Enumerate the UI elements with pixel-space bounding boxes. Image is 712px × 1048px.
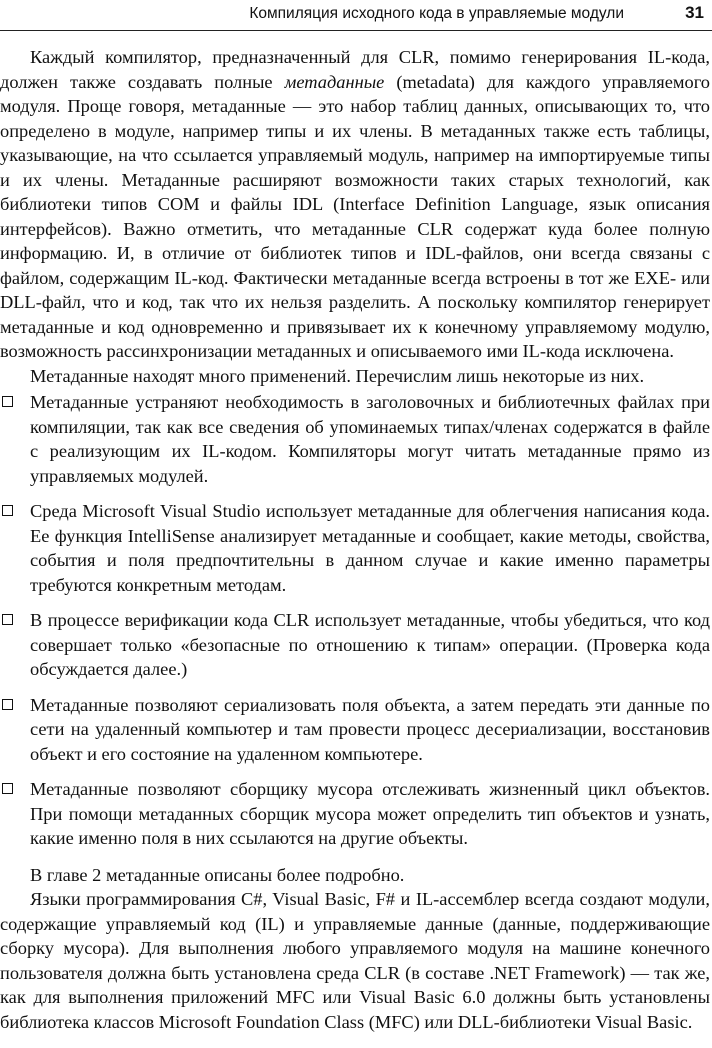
checkbox-bullet-icon: [2, 783, 13, 794]
list-item: [0, 693, 710, 767]
list-item: [0, 390, 710, 488]
list-item-text: Среда Microsoft Visual Studio использует метаданные для облегчения написания кода. Ее функция IntelliSense анализирует метаданные и сообщает, какие методы, свойства, события и поля предпочтительны в данном случае и какие именно параметры требуются конкретным методам.: [30, 501, 710, 595]
paragraph-text: Каждый компилятор, предназначенный для CLR, помимо генерирования IL-кода, должен также создавать полные: [0, 47, 710, 92]
metadata-uses-list: [0, 390, 710, 851]
checkbox-bullet-icon: [2, 505, 13, 516]
checkbox-bullet-icon: [2, 614, 13, 625]
page-number: 31: [685, 3, 704, 22]
paragraph-text: (metadata) для каждого управляемого модуля. Проще говоря, метаданные — это набор таблиц данных, описывающих то, что определено в модуле, например типы и их члены. В метаданных также есть таблицы, указывающие, на что ссылается управляемый модуль, например на импортируемые типы и их члены. Метаданные расширяют возможности таких старых технологий, как библиотеки типов COM и файлы IDL (Interface Definition Language, язык описания интерфейсов). Важно отметить, что метаданные CLR содержат куда более полную информацию. И, в отличие от библиотек типов и IDL-файлов, они всегда связаны с файлом, содержащим IL-код. Фактически метаданные всегда встроены в тот же EXE- или DLL-файл, что и код, так что их нельзя разделить. А поскольку компилятор генерирует метаданные и код одновременно и привязывает их к конечному управляемому модулю, возможность рассинхронизации метаданных и описываемого ими IL-кода исключена.: [0, 71, 710, 361]
page-body: [0, 45, 710, 1034]
checkbox-bullet-icon: [2, 699, 13, 710]
list-item: [0, 777, 710, 851]
list-item-text: Метаданные устраняют необходимость в заголовочных и библиотечных файлах при компиляции, так как все сведения об упоминаемых типах/членах содержатся в файле с реализующим их IL-кодом. Компиляторы могут читать метаданные прямо из управляемых модулей.: [30, 392, 710, 486]
header-title: Компиляция исходного кода в управляемые модули: [249, 5, 624, 22]
paragraph-uses-intro: Метаданные находят много применений. Перечислим лишь некоторые из них.: [30, 365, 645, 386]
paragraph-metadata-intro: [0, 45, 710, 364]
list-item-text: Метаданные позволяют сериализовать поля объекта, а затем передать эти данные по сети на удаленный компьютер и там провести процесс десериализации, восстановив объект и его состояние на удаленном компьютере.: [30, 694, 710, 764]
list-item: [0, 608, 710, 682]
running-header: [0, 0, 712, 31]
list-item-text: В процессе верификации кода CLR использует метаданные, чтобы убедиться, что код совершает только «безопасные по отношению к типам» операции. (Проверка кода обсуждается далее.): [30, 610, 710, 679]
paragraph-languages: Языки программирования C#, Visual Basic, F# и IL-ассемблер всегда создают модули, содержащие управляемый код (IL) и управляемые данные (данные, поддерживающие сборку мусора). Для выполнения любого управляемого модуля на машине конечного пользователя должна быть установлена среда CLR (в составе .NET Framework) — так же, как для выполнения приложений MFC или Visual Basic 6.0 должны быть установлены библиотека классов Microsoft Foundation Class (MFC) или DLL-библиотеки Visual Basic.: [0, 889, 710, 1032]
paragraph-chapter-ref: В главе 2 метаданные описаны более подробно.: [30, 864, 405, 885]
list-item: [0, 499, 710, 597]
list-item-text: Метаданные позволяют сборщику мусора отслеживать жизненный цикл объектов. При помощи метаданных сборщик мусора может определить тип объектов и узнать, какие именно поля в них ссылаются на другие объекты.: [30, 779, 710, 848]
emphasis-term: метаданные: [284, 71, 385, 92]
checkbox-bullet-icon: [2, 396, 13, 407]
